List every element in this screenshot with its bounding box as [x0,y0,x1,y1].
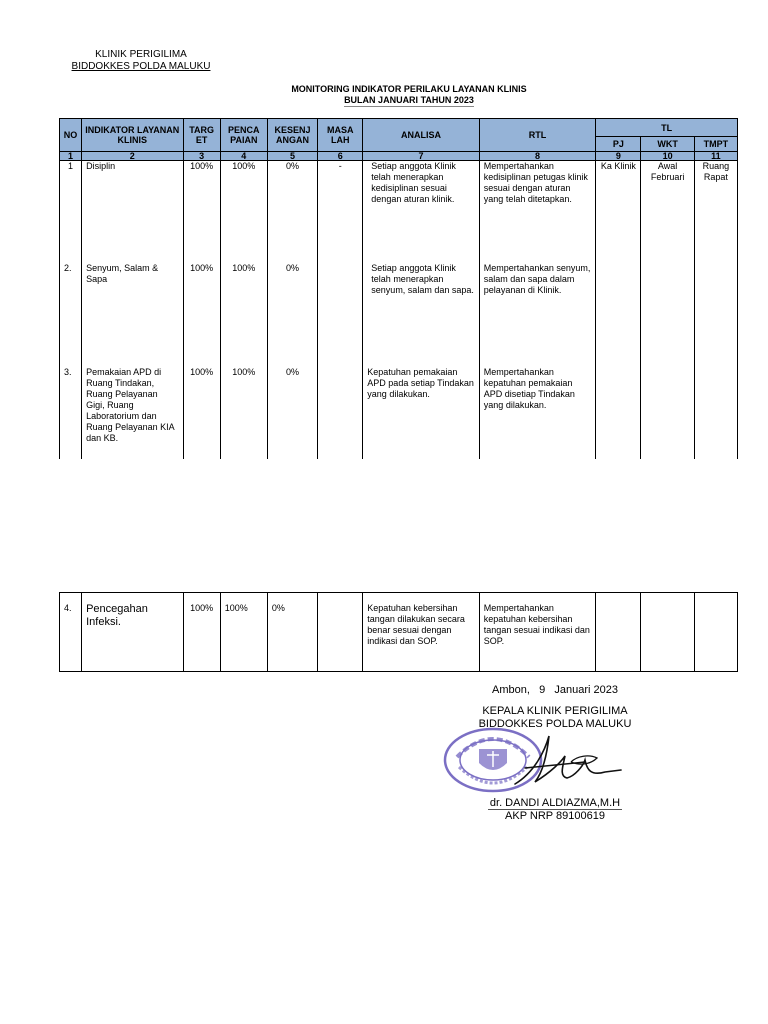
cell-pencapaian: 100% [220,263,267,367]
monitoring-table-continued [59,592,738,672]
cell-pj: Ka Klinik [596,161,641,263]
clinic-name: KLINIK PERIGILIMA [95,49,187,60]
col-header-indikator: INDIKATOR LAYANAN KLINIS [82,119,183,152]
place-date: Ambon, 9 Januari 2023 [492,684,618,696]
cell-masalah [318,263,363,367]
signer-rank-nrp: AKP NRP 89100619 [505,810,605,822]
col-number: 1 [60,152,82,161]
cell-indikator: Pemakaian APD di Ruang Tindakan, Ruang Pelayanan Gigi, Ruang Laboratorium dan Ruang Pelayanan KIA dan KB. [82,367,183,459]
cell-indikator: Pencegahan Infeksi. [82,593,183,672]
col-number: 4 [220,152,267,161]
cell-tmpt [694,367,737,459]
cell-kesenjangan: 0% [267,161,317,263]
col-header-analisa: ANALISA [363,119,480,152]
col-header-no: NO [60,119,82,152]
cell-pj [596,593,641,672]
title-line-1: MONITORING INDIKATOR PERILAKU LAYANAN KLINIS [291,84,527,94]
cell-tmpt [694,263,737,367]
col-number: 10 [641,152,694,161]
cell-kesenjangan: 0% [267,593,317,672]
cell-wkt [641,263,694,367]
table-row [60,161,738,263]
cell-masalah [318,367,363,459]
cell-analisa: Setiap anggota Klinik telah menerapkan kedisiplinan sesuai dengan aturan klinik. [363,161,480,263]
cell-analisa: Kepatuhan kebersihan tangan dilakukan secara benar sesuai dengan indikasi dan SOP. [363,593,480,672]
cell-wkt: Awal Februari [641,161,694,263]
cell-analisa: Kepatuhan pemakaian APD pada setiap Tindakan yang dilakukan. [363,367,480,459]
col-number: 3 [183,152,220,161]
clinic-parent-org: BIDDOKKES POLDA MALUKU [71,61,211,72]
cell-rtl: Mempertahankan kepatuhan kebersihan tangan sesuai indikasi dan SOP. [479,593,596,672]
title-line-2: BULAN JANUARI TAHUN 2023 [344,95,474,105]
cell-tmpt: Ruang Rapat [694,161,737,263]
signature-block [460,684,650,731]
col-header-pencapaian: PENCA PAIAN [220,119,267,152]
col-number: 2 [82,152,183,161]
cell-analisa: Setiap anggota Klinik telah menerapkan senyum, salam dan sapa. [363,263,480,367]
col-number: 7 [363,152,480,161]
cell-kesenjangan: 0% [267,263,317,367]
col-number: 8 [479,152,596,161]
signer-name-block [486,797,624,822]
col-header-masalah: MASA LAH [318,119,363,152]
clinic-name-block [70,49,212,73]
table-row [60,593,738,672]
cell-target: 100% [183,263,220,367]
cell-tmpt [694,593,737,672]
cell-no: 1 [60,161,82,263]
col-header-rtl: RTL [479,119,596,152]
cell-target: 100% [183,593,220,672]
signer-name: dr. DANDI ALDIAZMA,M.H [489,797,621,809]
cell-pj [596,367,641,459]
col-number: 9 [596,152,641,161]
column-number-row [60,152,738,161]
cell-pencapaian: 100% [220,593,267,672]
document-title [276,84,542,106]
col-header-wkt: WKT [641,137,694,152]
cell-masalah: - [318,161,363,263]
cell-no: 2. [60,263,82,367]
cell-pencapaian: 100% [220,161,267,263]
col-header-pj: PJ [596,137,641,152]
col-header-tl: TL [596,119,738,137]
cell-target: 100% [183,367,220,459]
col-header-kesenjangan: KESENJ ANGAN [267,119,317,152]
cell-rtl: Mempertahankan kepatuhan pemakaian APD disetiap Tindakan yang dilakukan. [479,367,596,459]
signer-position: KEPALA KLINIK PERIGILIMA [482,705,628,717]
col-number: 5 [267,152,317,161]
cell-rtl: Mempertahankan kedisiplinan petugas klinik sesuai dengan aturan yang telah ditetapkan. [479,161,596,263]
cell-no: 3. [60,367,82,459]
table-row [60,367,738,459]
col-header-tmpt: TMPT [694,137,737,152]
table-row [60,263,738,367]
cell-no: 4. [60,593,82,672]
cell-indikator: Disiplin [82,161,183,263]
cell-target: 100% [183,161,220,263]
cell-pj [596,263,641,367]
col-header-target: TARG ET [183,119,220,152]
cell-indikator: Senyum, Salam & Sapa [82,263,183,367]
cell-masalah [318,593,363,672]
cell-wkt [641,367,694,459]
signer-organization: BIDDOKKES POLDA MALUKU [478,718,632,730]
cell-wkt [641,593,694,672]
cell-rtl: Mempertahankan senyum, salam dan sapa dalam pelayanan di Klinik. [479,263,596,367]
col-number: 11 [694,152,737,161]
handwritten-signature-icon [505,732,625,792]
col-number: 6 [318,152,363,161]
cell-kesenjangan: 0% [267,367,317,459]
cell-pencapaian: 100% [220,367,267,459]
monitoring-table [59,118,738,459]
